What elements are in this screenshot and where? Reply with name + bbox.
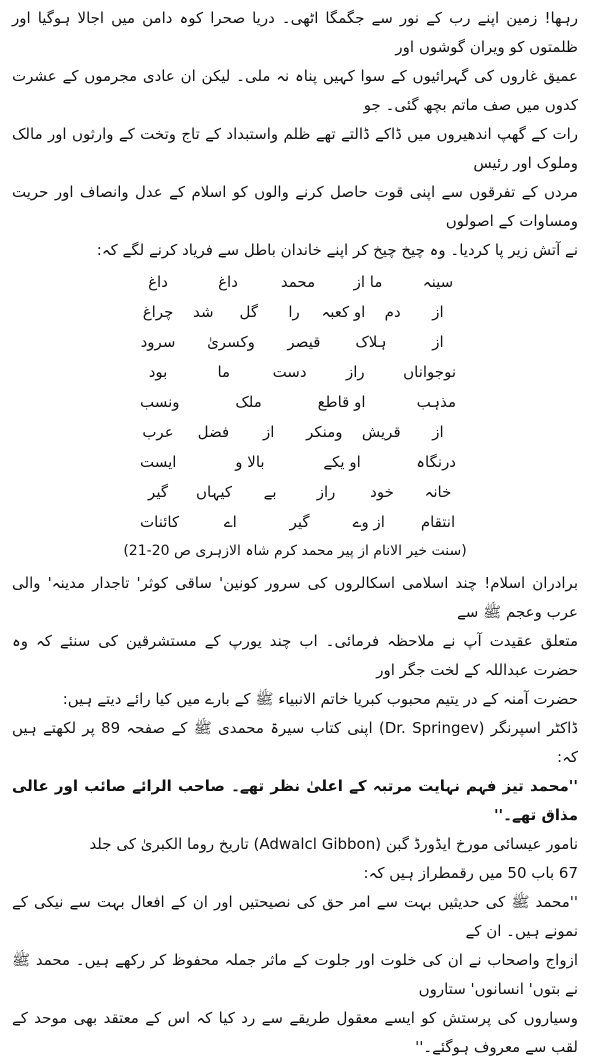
- poem-word: بالا و: [235, 453, 265, 471]
- gibbon-quote-line: ''محمد ﷺ کی حدیثیں بہت سے امر حق کی نصیحتیں اور ان کے افعال بہت سے نیکی کے نمونے ہیں۔ ان کے: [12, 893, 578, 940]
- poem-word: قیصر: [287, 333, 321, 351]
- poem-verse: [12, 417, 578, 447]
- opening-paragraph: [12, 4, 578, 265]
- poem-word: ونسب: [140, 393, 180, 411]
- poem-word: ما از: [353, 273, 383, 291]
- poem-word: دست: [272, 363, 307, 381]
- poem-word: گل: [239, 303, 258, 321]
- poem-word: گیر: [148, 483, 168, 501]
- poem-word: او کعبہ: [321, 303, 366, 321]
- gibbon-intro-line: 67 باب 50 میں رقمطراز ہیں کہ:: [363, 864, 578, 882]
- poem-word: انتقام: [420, 513, 456, 531]
- poem-word: اے: [223, 513, 237, 531]
- gibbon-quote-line: وسیاروں کی پرستش کو ایسے معقول طریقے سے رد کیا کہ اس کے معتقد بھی موحد کے لقب سے معروف ہوگئے۔'': [12, 1009, 578, 1056]
- text-line: حضرت آمنہ کے در یتیم محبوب کبریا خاتم الانبیاء ﷺ کے بارے میں کیا رائے دیتے ہیں:: [62, 690, 578, 708]
- poem-word: ما: [217, 363, 231, 381]
- poem-word: بے: [263, 483, 277, 501]
- poem-word: کائنات: [140, 513, 180, 531]
- poem-word: داغ: [148, 273, 168, 291]
- poem-verse: [12, 357, 578, 387]
- poem-citation: (سنت خیر الانام از پیر محمد کرم شاہ الازہری ص 20-21): [123, 543, 467, 559]
- text-line: رہھا! زمین اپنے رب کے نور سے جگمگا اٹھی۔ دریا صحرا کوہ دامن میں اجالا ہوگیا اور ظلمتوں کو ویران گوشوں اور: [12, 9, 578, 56]
- poem-verse: [12, 297, 578, 327]
- poem-word: محمد: [280, 273, 316, 291]
- poem-word: سینہ: [422, 273, 454, 291]
- poem-word: ایست: [140, 453, 177, 471]
- poem-word: چراغ: [142, 303, 174, 321]
- poem-word: از: [432, 333, 444, 351]
- text-line: متعلق عقیدت آپ نے ملاحظہ فرمائی۔ اب چند یورپ کے مستشرقین کی سنئے کہ وہ حضرت عبداللہ کے لخت جگر اور: [12, 632, 578, 679]
- poem-word: خود: [370, 483, 394, 501]
- springer-intro: ڈاکٹر اسپرنگر (Dr. Springev) اپنی کتاب سیرۃ محمدی ﷺ کے صفحہ 89 پر لکھتے ہیں کہ:: [12, 719, 579, 766]
- text-line: مردں کے تفرقوں سے اپنی قوت حاصل کرنے والوں کو اسلام کے عدل وانصاف اور حریت ومساوات کے اصولوں: [12, 183, 578, 230]
- poem-word: را: [288, 303, 300, 321]
- poem-verse: [12, 327, 578, 357]
- poem-word: قریش: [361, 423, 401, 441]
- gibbon-intro-line: نامور عیسائی مورخ ایڈورڈ گبن (Adwalcl Gibbon) تاریخ روما الکبریٰ کی جلد: [89, 835, 578, 853]
- poem-word: عرب: [142, 423, 174, 441]
- poem-word: خانہ: [424, 483, 452, 501]
- poem-verse: [12, 507, 578, 537]
- poem-word: ہلاک: [355, 333, 387, 351]
- poem-word: نوجواناں: [403, 363, 456, 381]
- poem-word: مذہب: [416, 393, 456, 411]
- gibbon-section: [12, 830, 578, 1062]
- text-line: عمیق غاروں کی گہرائیوں کے سوا کہیں پناہ نہ ملی۔ لیکن ان عادی مجرموں کے عشرت کدوں میں صف ماتم بچھ گئی۔ جو: [12, 67, 578, 114]
- springer-section: [12, 714, 578, 830]
- poem-word: داغ: [218, 273, 238, 291]
- poem-word: دم: [384, 303, 401, 321]
- poem-word: ملک: [235, 393, 262, 411]
- poem-word: از وے: [352, 513, 385, 531]
- gibbon-quote-line: ازواج واصحاب نے ان کی خلوت اور جلوت کے ماثر جملہ محفوظ کر رکھے ہیں۔ محمد ﷺ نے بتوں' انسانوں' ستاروں: [12, 951, 578, 998]
- poem-word: بود: [148, 363, 168, 381]
- text-line: نے آتش زیر پا کردیا۔ وہ چیخ چیخ کر اپنے خاندان باطل سے فریاد کرنے لگے کہ:: [96, 241, 578, 259]
- persian-poem: [12, 267, 578, 537]
- poem-word: وکسریٰ: [207, 333, 255, 351]
- poem-word: گیر: [289, 513, 310, 531]
- poem-verse: [12, 267, 578, 297]
- poem-word: درنگاہ: [416, 453, 456, 471]
- poem-verse: [12, 477, 578, 507]
- poem-word: کیہاں: [196, 483, 233, 501]
- poem-word: از: [432, 423, 444, 441]
- poem-word: از: [263, 423, 275, 441]
- poem-word: او یکے: [323, 453, 361, 471]
- poem-word: سرود: [140, 333, 176, 351]
- poem-word: او قاطع: [317, 393, 366, 411]
- poem-word: ومنکر: [306, 423, 343, 441]
- poem-word: راز: [346, 363, 365, 381]
- poem-verse: [12, 387, 578, 417]
- poem-word: راز: [316, 483, 336, 501]
- text-line: رات کے گھپ اندھیروں میں ڈاکے ڈالتے تھے ظلم واستبداد کے تاج وتخت کے وارثوں اور مالک وملوک اور رئیس: [12, 125, 578, 172]
- poem-word: شد: [193, 303, 214, 321]
- text-line: برادران اسلام! چند اسلامی اسکالروں کی سرور کونین' ساقی کوثر' تاجدار مدینہ' والی عرب وعجم ﷺ سے: [12, 574, 578, 621]
- springer-quote: ''محمد تیز فہم نہایت مرتبہ کے اعلیٰ نظر تھے۔ صاحب الرائے صائب اور عالی مذاق تھے۔'': [12, 777, 578, 824]
- poem-word: از: [432, 303, 444, 321]
- poem-verse: [12, 447, 578, 477]
- poem-word: فضل: [197, 423, 230, 441]
- orientalists-paragraph: [12, 569, 578, 714]
